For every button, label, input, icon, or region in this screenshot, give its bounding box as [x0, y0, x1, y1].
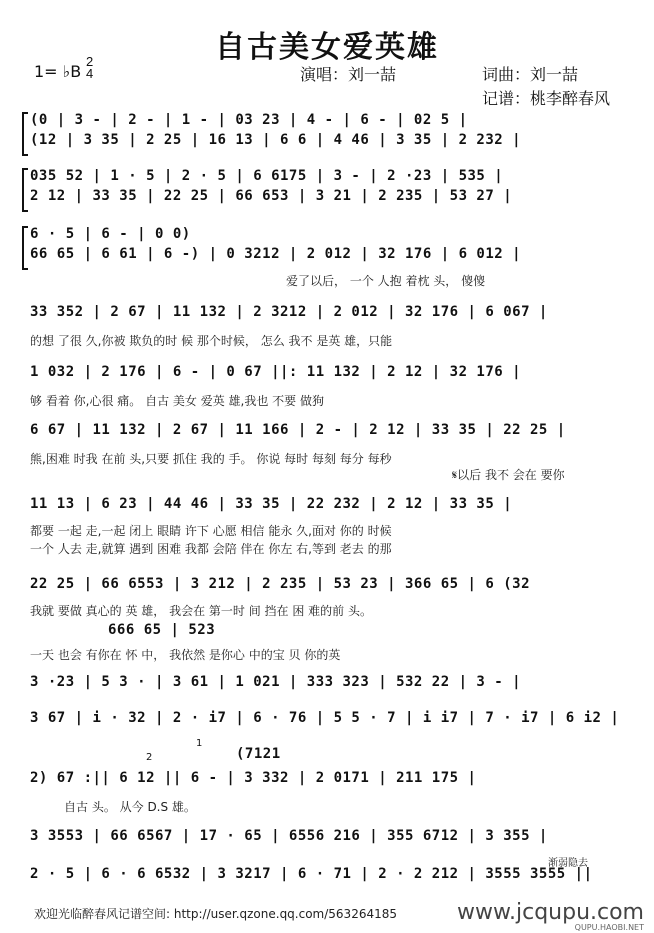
system3-bass: 66 65 | 6 61 | 6 -) | 0 3212 | 2 012 | 32 176 | 6 012 | [30, 246, 522, 262]
system5-lyric: 够 看着 你,心很 痛。 自古 美女 爱英 雄,我也 不要 做狗 [30, 394, 324, 408]
system1-melody: (0 | 3 - | 2 - | 1 - | 03 23 | 4 - | 6 - | 02 5 | [30, 112, 468, 128]
lyricist-credit: 词曲：刘一喆 [482, 65, 579, 84]
system8-melody: 22 25 | 66 6553 | 3 212 | 2 235 | 53 23 | 366 65 | 6 (32 [30, 576, 531, 592]
footer-credit: 欢迎光临醉春风记谱空间: http://user.qzone.qq.com/563264185 [34, 907, 398, 921]
system4-melody: 33 352 | 2 67 | 11 132 | 2 3212 | 2 012 | 32 176 | 6 067 | [30, 304, 548, 320]
system11-melody: 2) 67 :|| 6 12 || 6 - | 3 332 | 2 0171 | 211 175 | [30, 770, 477, 786]
system3-melody: 6 · 5 | 6 - | 0 0) [30, 226, 191, 242]
watermark: www.jcqupu.com [457, 900, 644, 925]
notator-credit: 记谱：桃李醉春风 [482, 89, 611, 108]
system-bracket [22, 112, 28, 156]
watermark-small: QUPU.HAOBI.NET [574, 923, 644, 932]
time-signature [86, 56, 93, 80]
system3-lyric: 爱了以后， 一个 人抱 着枕 头， 傻傻 [286, 274, 486, 288]
system13-melody: 2 · 5 | 6 · 6 6532 | 3 3217 | 6 · 71 | 2 · 2 212 | 3555 3555 || [30, 866, 593, 882]
system11-lyric: 自古 头。 从今 D.S 雄。 [64, 800, 196, 814]
system-bracket [22, 168, 28, 212]
system6-lyric-verse2: 𝄋以后 我不 会在 要你 [452, 468, 565, 482]
second-ending-marker: 2 [146, 752, 153, 763]
system2-bass: 2 12 | 33 35 | 22 25 | 66 653 | 3 21 | 2 235 | 53 27 | [30, 188, 513, 204]
system9-melody: 3 ·23 | 5 3 · | 3 61 | 1 021 | 333 323 | 532 22 | 3 - | [30, 674, 522, 690]
system10-melody: 3 67 | i · 32 | 2 · i7 | 6 · 76 | 5 5 · 7 | i i7 | 7 · i7 | 6 i2 | [30, 710, 620, 726]
system6-melody: 6 67 | 11 132 | 2 67 | 11 166 | 2 - | 2 12 | 33 35 | 22 25 | [30, 422, 566, 438]
system8-lyric-verse2: 一天 也会 有你在 怀 中， 我依然 是你心 中的宝 贝 你的英 [30, 648, 341, 662]
system4-lyric: 的想 了很 久,你被 欺负的时 候 那个时候， 怎么 我不 是英 雄，只能 [30, 334, 393, 348]
system2-melody: 035 52 | 1 · 5 | 2 · 5 | 6 6175 | 3 - | 2 ·23 | 535 | [30, 168, 504, 184]
system1-bass: (12 | 3 35 | 2 25 | 16 13 | 6 6 | 4 46 | 3 35 | 2 232 | [30, 132, 522, 148]
system-bracket [22, 226, 28, 270]
system6-lyric-verse1: 熊,困难 时我 在前 头,只要 抓住 我的 手。 你说 每时 每刻 每分 每秒 [30, 452, 392, 466]
system5-melody: 1 032 | 2 176 | 6 - | 0 67 ||: 11 132 | 2 12 | 32 176 | [30, 364, 522, 380]
system7-melody: 11 13 | 6 23 | 44 46 | 33 35 | 22 232 | 2 12 | 33 35 | [30, 496, 513, 512]
key-signature: 1= ♭B [34, 62, 82, 81]
first-ending-marker: 1 [196, 738, 203, 749]
system8-alternate-melody: 666 65 | 523 [108, 622, 216, 638]
system7-lyric-verse2: 一个 人去 走,就算 遇到 困难 我都 会陪 伴在 你左 右,等到 老去 的那 [30, 542, 392, 556]
page-title: 自古美女爱英雄 [215, 30, 439, 65]
system12-melody: 3 3553 | 66 6567 | 17 · 65 | 6556 216 | 355 6712 | 3 355 | [30, 828, 548, 844]
system8-lyric-verse1: 我就 要做 真心的 英 雄， 我会在 第一时 间 挡在 困 难的前 头。 [30, 604, 372, 618]
singer-credit: 演唱：刘一喆 [300, 65, 397, 84]
time-signature-numerator: 2 [86, 54, 94, 69]
time-signature-denominator: 4 [86, 66, 94, 81]
system11-interlude: (7121 [236, 746, 281, 762]
system7-lyric-verse1: 都要 一起 走,一起 闭上 眼睛 许下 心愿 相信 能永 久,面对 你的 时候 [30, 524, 392, 538]
fade-out-marking: 渐弱隐去 [548, 858, 588, 869]
